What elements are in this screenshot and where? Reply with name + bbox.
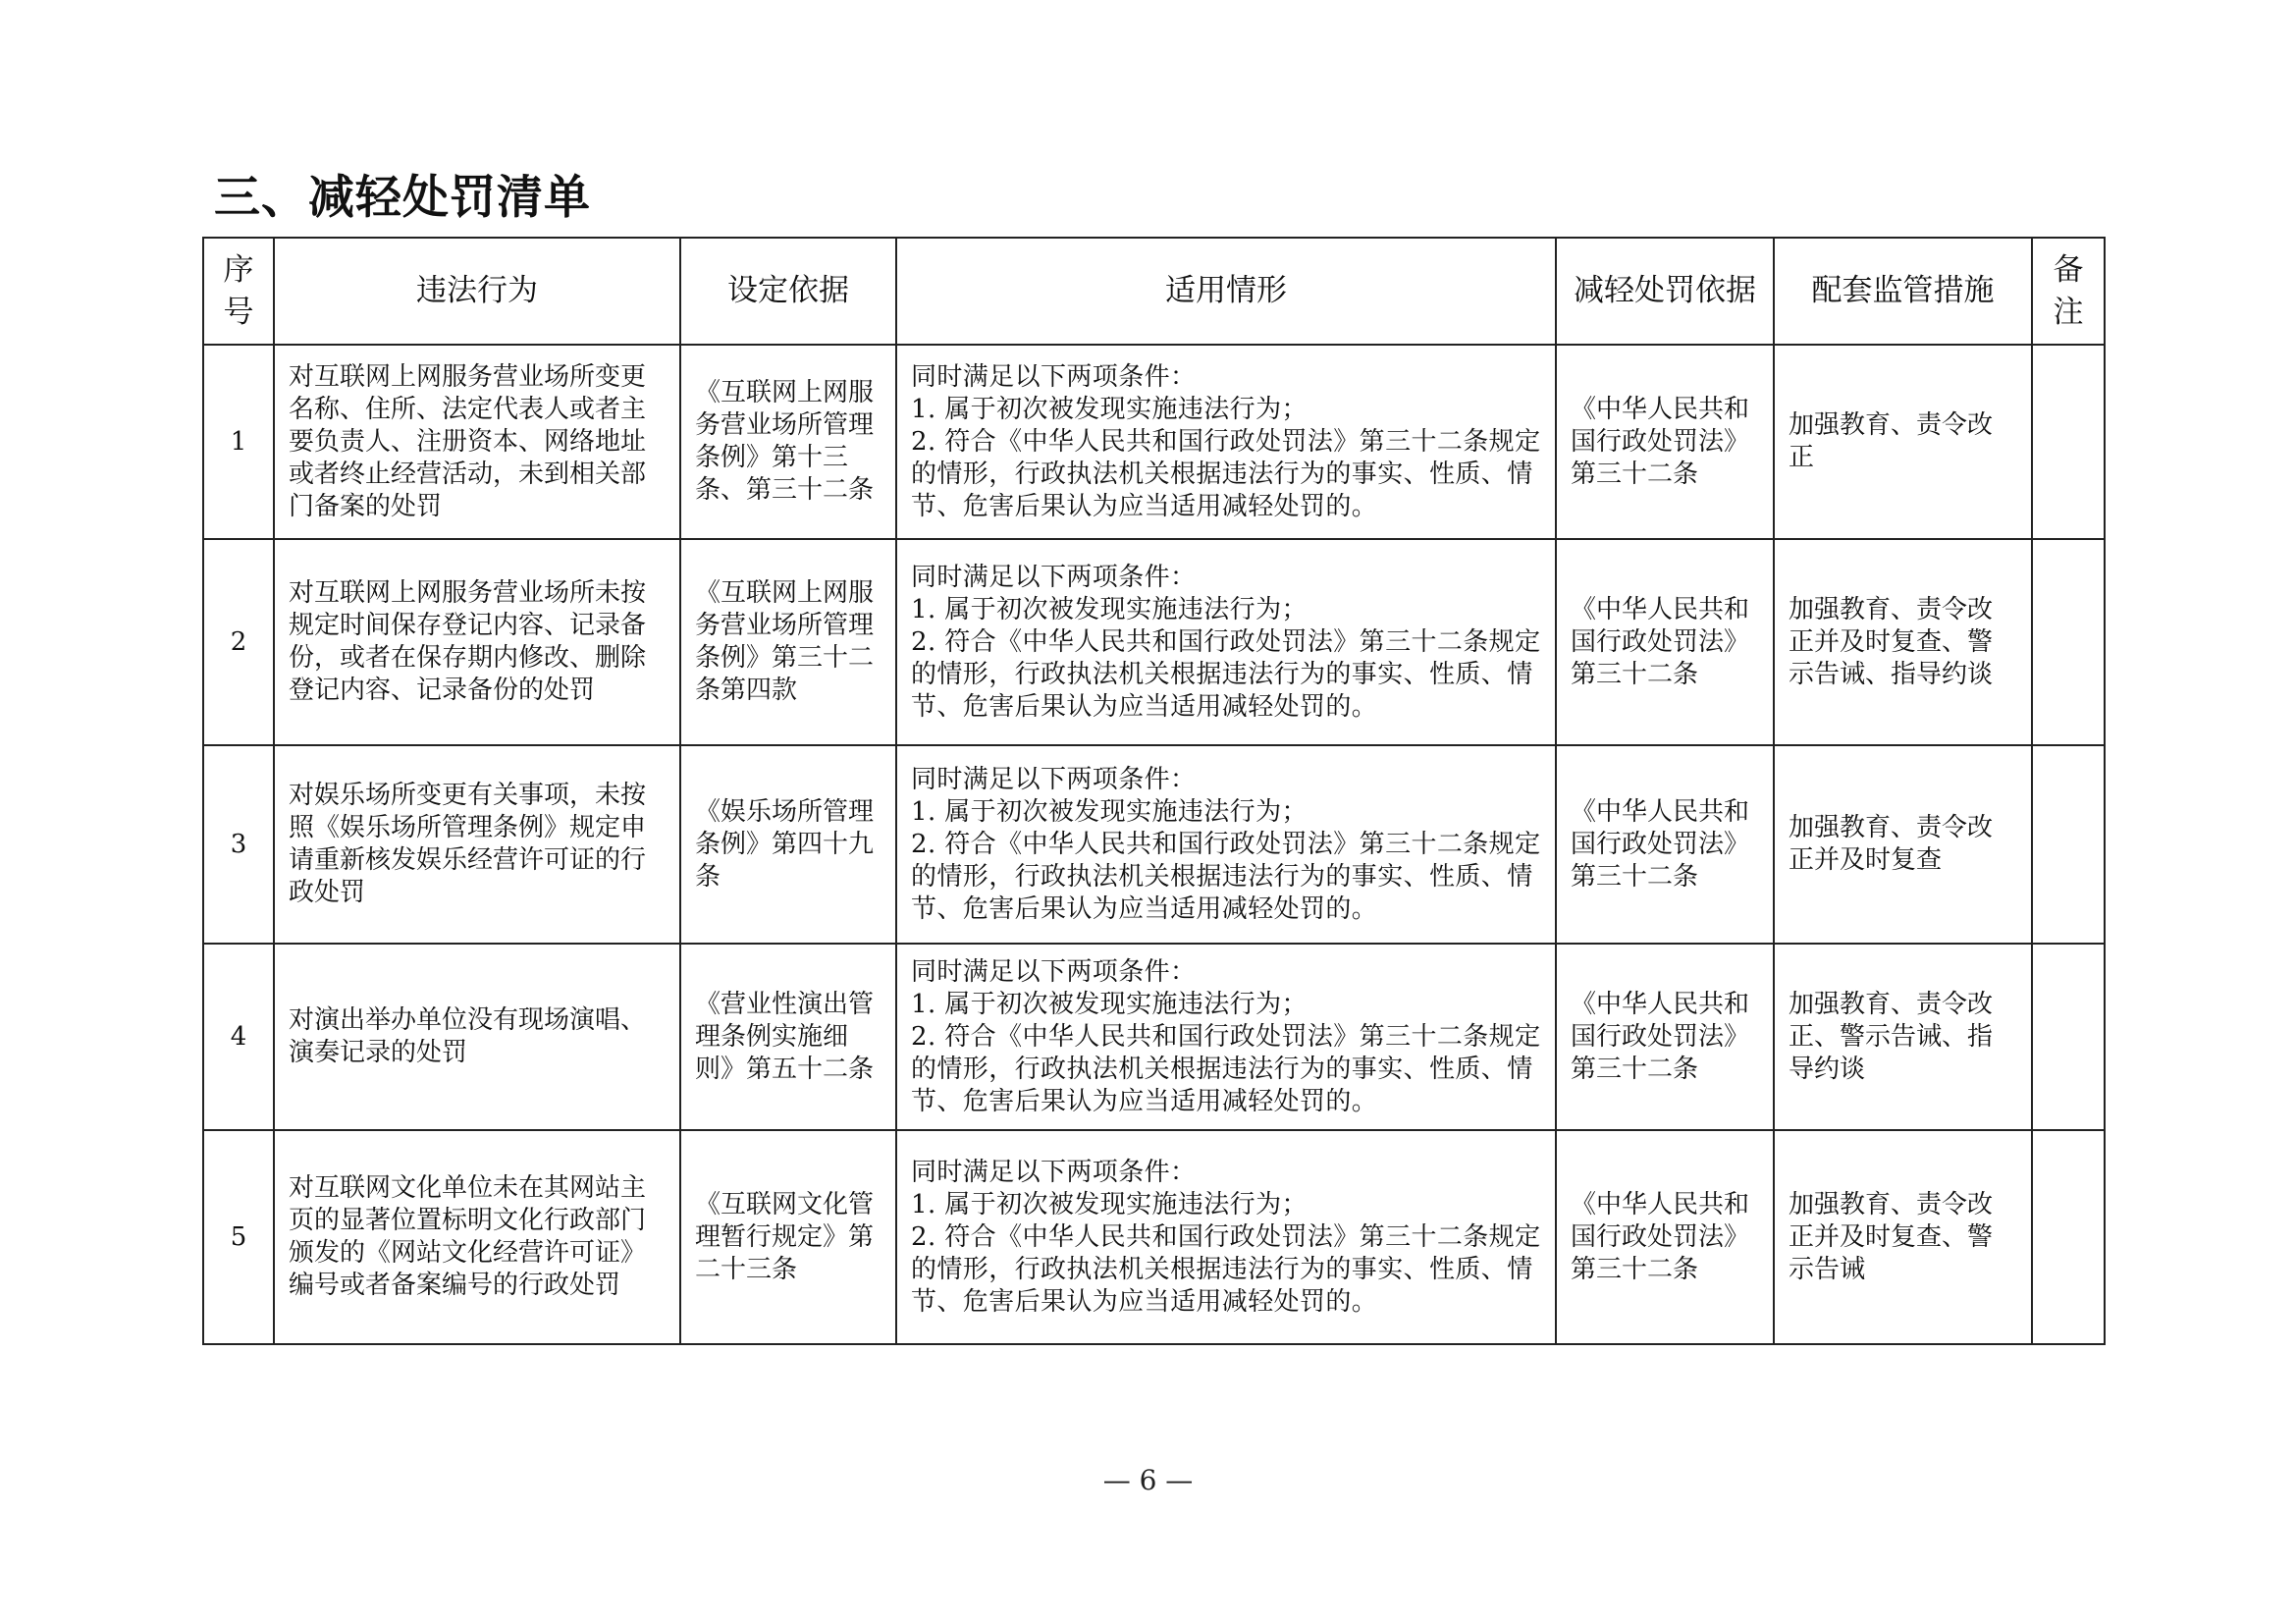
cell-reduction-basis: 《中华人民共和国行政处罚法》第三十二条 [1556,1130,1774,1344]
conditions-text: 同时满足以下两项条件： 1. 属于初次被发现实施违法行为； 2. 符合《中华人民共和国行政处罚法》第三十二条规定的情形，行政执法机关根据违法行为的事实、性质、情节、危害后果认为应当适用减轻处罚的。 [911,956,1541,1116]
header-remarks: 备注 [2032,238,2105,345]
cell-violation: 对互联网上网服务营业场所变更名称、住所、法定代表人或者主要负责人、注册资本、网络地址或者终止经营活动，未到相关部门备案的处罚 [274,345,680,539]
reduced-penalty-table [202,237,2106,1345]
cell-violation: 对演出举办单位没有现场演唱、演奏记录的处罚 [274,944,680,1130]
cell-no: 2 [203,539,274,745]
conditions-text: 同时满足以下两项条件： 1. 属于初次被发现实施违法行为； 2. 符合《中华人民共和国行政处罚法》第三十二条规定的情形，行政执法机关根据违法行为的事实、性质、情节、危害后果认为应当适用减轻处罚的。 [911,562,1541,722]
cell-no: 3 [203,745,274,944]
cell-no: 5 [203,1130,274,1344]
cell-remarks [2032,745,2105,944]
cell-reduction-basis: 《中华人民共和国行政处罚法》第三十二条 [1556,745,1774,944]
cell-reduction-basis: 《中华人民共和国行政处罚法》第三十二条 [1556,539,1774,745]
table-row [203,1130,2105,1344]
table-row [203,539,2105,745]
header-reduction-basis: 减轻处罚依据 [1556,238,1774,345]
cell-measures: 加强教育、责令改正并及时复查、警示告诫 [1774,1130,2032,1344]
cell-remarks [2032,1130,2105,1344]
cell-measures: 加强教育、责令改正并及时复查 [1774,745,2032,944]
cell-violation: 对娱乐场所变更有关事项，未按照《娱乐场所管理条例》规定申请重新核发娱乐经营许可证的行政处罚 [274,745,680,944]
section-title: 三、减轻处罚清单 [214,171,591,225]
cell-no: 4 [203,944,274,1130]
cell-basis: 《营业性演出管理条例实施细则》第五十二条 [680,944,896,1130]
cell-basis: 《娱乐场所管理条例》第四十九条 [680,745,896,944]
cell-remarks [2032,944,2105,1130]
header-no: 序号 [203,238,274,345]
conditions-text: 同时满足以下两项条件： 1. 属于初次被发现实施违法行为； 2. 符合《中华人民共和国行政处罚法》第三十二条规定的情形，行政执法机关根据违法行为的事实、性质、情节、危害后果认为应当适用减轻处罚的。 [911,764,1541,924]
header-measures: 配套监管措施 [1774,238,2032,345]
header-violation: 违法行为 [274,238,680,345]
cell-basis: 《互联网上网服务营业场所管理条例》第三十二条第四款 [680,539,896,745]
cell-conditions [896,345,1556,539]
cell-no: 1 [203,345,274,539]
cell-basis: 《互联网文化管理暂行规定》第二十三条 [680,1130,896,1344]
cell-conditions [896,944,1556,1130]
table-row [203,345,2105,539]
cell-remarks [2032,345,2105,539]
cell-conditions [896,539,1556,745]
cell-remarks [2032,539,2105,745]
cell-measures: 加强教育、责令改正、警示告诫、指导约谈 [1774,944,2032,1130]
header-conditions: 适用情形 [896,238,1556,345]
cell-conditions [896,745,1556,944]
cell-basis: 《互联网上网服务营业场所管理条例》第十三条、第三十二条 [680,345,896,539]
table-header-row [203,238,2105,345]
cell-reduction-basis: 《中华人民共和国行政处罚法》第三十二条 [1556,345,1774,539]
cell-violation: 对互联网文化单位未在其网站主页的显著位置标明文化行政部门颁发的《网站文化经营许可证》编号或者备案编号的行政处罚 [274,1130,680,1344]
conditions-text: 同时满足以下两项条件： 1. 属于初次被发现实施违法行为； 2. 符合《中华人民共和国行政处罚法》第三十二条规定的情形，行政执法机关根据违法行为的事实、性质、情节、危害后果认为应当适用减轻处罚的。 [911,1157,1541,1317]
cell-reduction-basis: 《中华人民共和国行政处罚法》第三十二条 [1556,944,1774,1130]
cell-violation: 对互联网上网服务营业场所未按规定时间保存登记内容、记录备份，或者在保存期内修改、删除登记内容、记录备份的处罚 [274,539,680,745]
header-basis: 设定依据 [680,238,896,345]
conditions-text: 同时满足以下两项条件： 1. 属于初次被发现实施违法行为； 2. 符合《中华人民共和国行政处罚法》第三十二条规定的情形，行政执法机关根据违法行为的事实、性质、情节、危害后果认为应当适用减轻处罚的。 [911,361,1541,521]
cell-measures: 加强教育、责令改正 [1774,345,2032,539]
cell-conditions [896,1130,1556,1344]
cell-measures: 加强教育、责令改正并及时复查、警示告诫、指导约谈 [1774,539,2032,745]
table-row [203,745,2105,944]
table-row [203,944,2105,1130]
page-number: — 6 — [1102,1464,1194,1496]
